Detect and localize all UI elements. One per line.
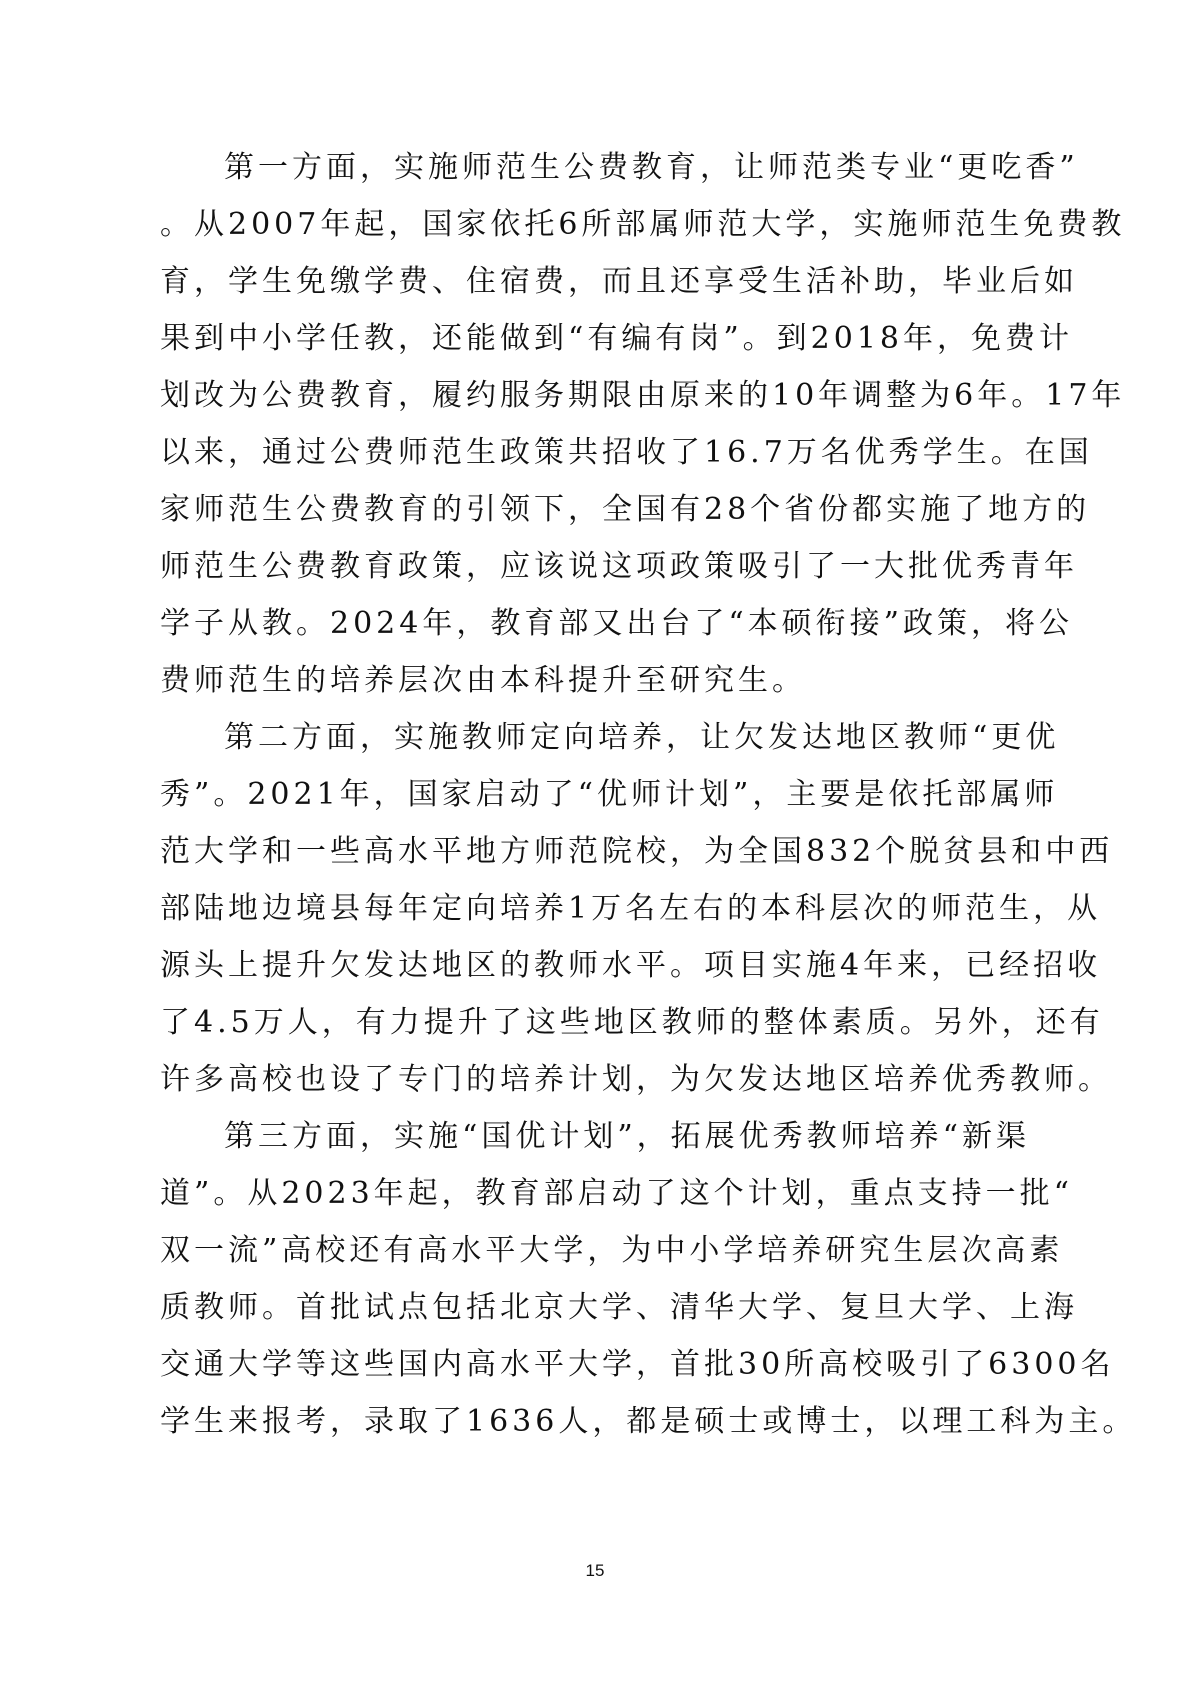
paragraph-1-line-8: 师范生公费教育政策，应该说这项政策吸引了一大批优秀青年 (160, 549, 1078, 584)
paragraph-2-line-4: 部陆地边境县每年定向培养1万名左右的本科层次的师范生，从 (160, 891, 1102, 926)
paragraph-1-line-4: 果到中小学任教，还能做到“有编有岗”。到2018年，免费计 (160, 321, 1074, 356)
paragraph-1-line-10: 费师范生的培养层次由本科提升至研究生。 (160, 663, 806, 698)
paragraph-2-line-7: 许多高校也设了专门的培养计划，为欠发达地区培养优秀教师。 (160, 1062, 1112, 1097)
paragraph-1-line-5: 划改为公费教育，履约服务期限由原来的10年调整为6年。17年 (160, 378, 1126, 413)
paragraph-3-line-6: 学生来报考，录取了1636人，都是硕士或博士，以理工科为主。 (160, 1404, 1137, 1439)
paragraph-3-line-5: 交通大学等这些国内高水平大学，首批30所高校吸引了6300名 (160, 1347, 1115, 1382)
paragraph-2-line-1: 第二方面，实施教师定向培养，让欠发达地区教师“更优 (224, 720, 1060, 755)
paragraph-1-line-6: 以来，通过公费师范生政策共招收了16.7万名优秀学生。在国 (160, 435, 1093, 470)
page-number: 15 (585, 1561, 605, 1580)
paragraph-3-line-3: 双一流”高校还有高水平大学，为中小学培养研究生层次高素 (160, 1233, 1064, 1268)
paragraph-2-line-3: 范大学和一些高水平地方师范院校，为全国832个脱贫县和中西 (160, 834, 1114, 869)
paragraph-1-line-2: 。从2007年起，国家依托6所部属师范大学，实施师范生免费教 (160, 207, 1126, 242)
paragraph-2-line-2: 秀”。2021年，国家启动了“优师计划”，主要是依托部属师 (160, 777, 1059, 812)
paragraph-1-line-3: 育，学生免缴学费、住宿费，而且还享受生活补助，毕业后如 (160, 264, 1078, 299)
paragraph-1-line-7: 家师范生公费教育的引领下，全国有28个省份都实施了地方的 (160, 492, 1091, 527)
paragraph-3-line-4: 质教师。首批试点包括北京大学、清华大学、复旦大学、上海 (160, 1290, 1078, 1325)
paragraph-1-line-1: 第一方面，实施师范生公费教育，让师范类专业“更吃香” (224, 150, 1079, 185)
paragraph-2-line-6: 了4.5万人，有力提升了这些地区教师的整体素质。另外，还有 (160, 1005, 1104, 1040)
paragraph-3-line-2: 道”。从2023年起，教育部启动了这个计划，重点支持一批“ (160, 1176, 1074, 1211)
paragraph-2-line-5: 源头上提升欠发达地区的教师水平。项目实施4年来，已经招收 (160, 948, 1102, 983)
paragraph-1-line-9: 学子从教。2024年，教育部又出台了“本硕衔接”政策，将公 (160, 606, 1074, 641)
paragraph-3-line-1: 第三方面，实施“国优计划”，拓展优秀教师培养“新渠 (224, 1119, 1031, 1154)
